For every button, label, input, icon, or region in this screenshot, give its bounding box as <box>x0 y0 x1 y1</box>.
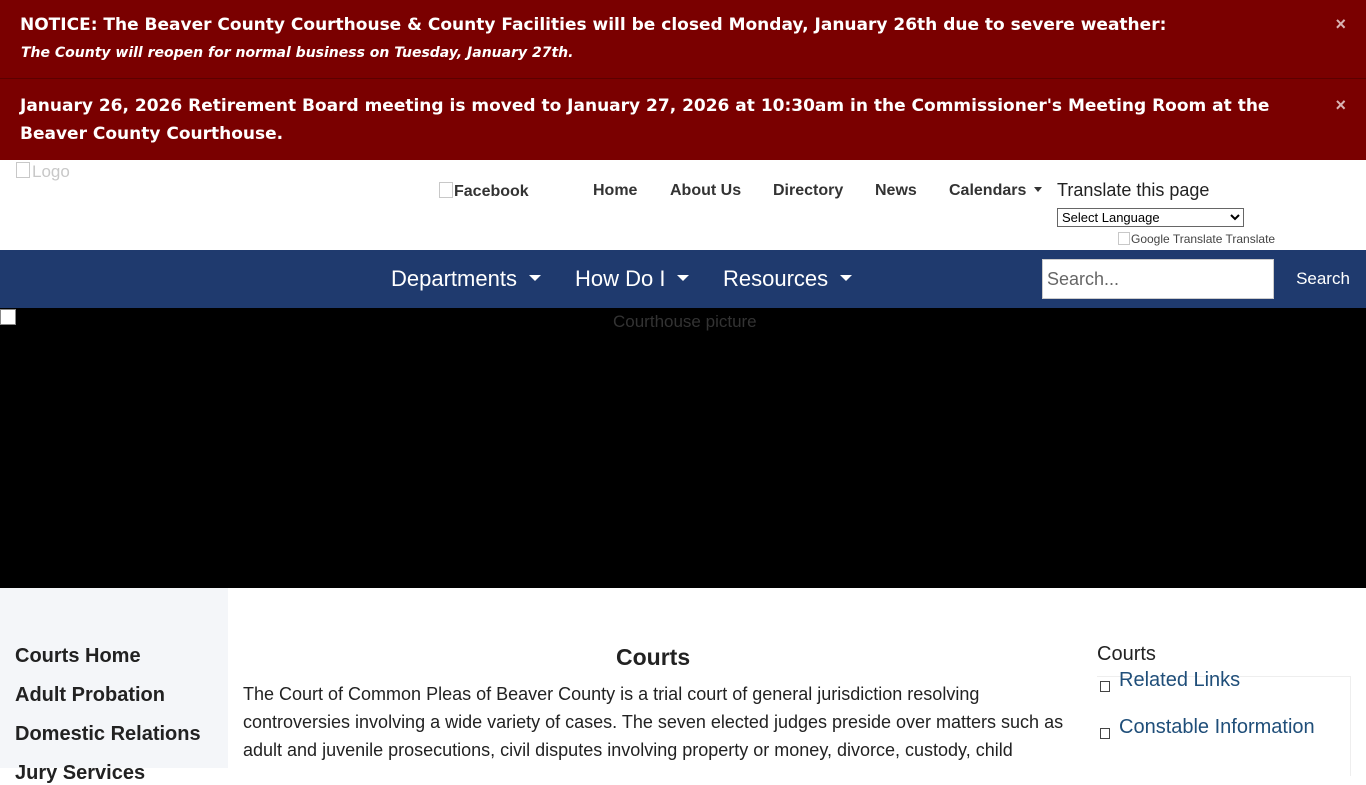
search-button[interactable]: Search <box>1280 259 1366 299</box>
translate-label: Translate this page <box>1057 180 1210 200</box>
main-navigation <box>0 250 1366 308</box>
menu-how-do-i[interactable] <box>575 266 689 292</box>
related-links-list <box>1097 669 1351 776</box>
google-translate-text: Google Translate Translate <box>1131 232 1276 246</box>
related-sidebar <box>1097 588 1351 768</box>
menu-resources-label: Resources <box>723 266 829 291</box>
page-title: Courts <box>616 644 691 670</box>
caret-down-icon <box>840 275 852 281</box>
retirement-board-alert <box>0 78 1366 160</box>
site-logo[interactable] <box>16 162 96 192</box>
search-input[interactable] <box>1042 259 1274 299</box>
nav-home[interactable]: Home <box>593 182 638 199</box>
sidebar-item-courts-home[interactable]: Courts Home <box>15 645 141 667</box>
menu-resources[interactable] <box>723 266 852 292</box>
broken-image-icon <box>16 162 30 178</box>
nav-calendars[interactable] <box>949 182 1042 200</box>
menu-departments-label: Departments <box>391 266 517 291</box>
alert-headline: NOTICE: The Beaver County Courthouse & County Facilities will be closed Monday, January 26th due to severe weather: <box>20 15 1167 35</box>
facebook-alt-text: Facebook <box>454 183 529 200</box>
alert-headline: January 26, 2026 Retirement Board meeting is moved to January 27, 2026 at 10:30am in the Commissioner's Meeting Room at the Beaver County Courthouse. <box>20 96 1270 144</box>
list-bullet-icon <box>1100 728 1110 739</box>
nav-about-us[interactable]: About Us <box>670 182 742 199</box>
constable-information-link[interactable]: Constable Information <box>1119 716 1315 738</box>
facebook-link[interactable] <box>439 182 529 201</box>
broken-image-icon <box>0 309 16 325</box>
menu-departments[interactable] <box>391 266 541 292</box>
caret-down-icon <box>529 275 541 281</box>
sidebar-item-domestic-relations[interactable]: Domestic Relations <box>15 723 201 745</box>
google-translate-logo[interactable] <box>1118 232 1275 246</box>
related-sidebar-title: Courts <box>1097 643 1156 665</box>
broken-image-icon <box>1118 232 1130 245</box>
alert-subtext: The County will reopen for normal business on Tuesday, January 27th. <box>21 45 574 61</box>
nav-calendars-label: Calendars <box>949 182 1027 199</box>
hero-banner <box>0 308 1366 588</box>
broken-image-icon <box>439 182 453 198</box>
sidebar-item-jury-services[interactable]: Jury Services <box>15 762 146 784</box>
caret-down-icon <box>1034 187 1042 192</box>
caret-down-icon <box>677 275 689 281</box>
top-header <box>0 160 1366 250</box>
logo-alt-text: Logo <box>32 162 70 181</box>
close-icon[interactable]: × <box>1335 95 1346 115</box>
close-icon[interactable]: × <box>1335 14 1346 34</box>
page-description: The Court of Common Pleas of Beaver County is a trial court of general jurisdiction resolving controversies involving a wide variety of cases. The seven elected judges preside over matters such as adult and juvenile prosecutions, civil disputes involving property or money, divorce, custody, child <box>243 684 1064 760</box>
hero-alt-text: Courthouse picture <box>613 312 757 331</box>
list-bullet-icon <box>1100 681 1110 692</box>
sidebar-item-adult-probation[interactable]: Adult Probation <box>15 684 165 706</box>
related-links-link[interactable]: Related Links <box>1119 669 1241 691</box>
menu-how-do-i-label: How Do I <box>575 266 666 291</box>
courts-sidebar <box>0 588 228 784</box>
nav-news[interactable]: News <box>875 182 917 199</box>
nav-directory[interactable]: Directory <box>773 182 844 199</box>
language-select[interactable] <box>1057 208 1244 227</box>
weather-closure-alert <box>0 0 1366 78</box>
